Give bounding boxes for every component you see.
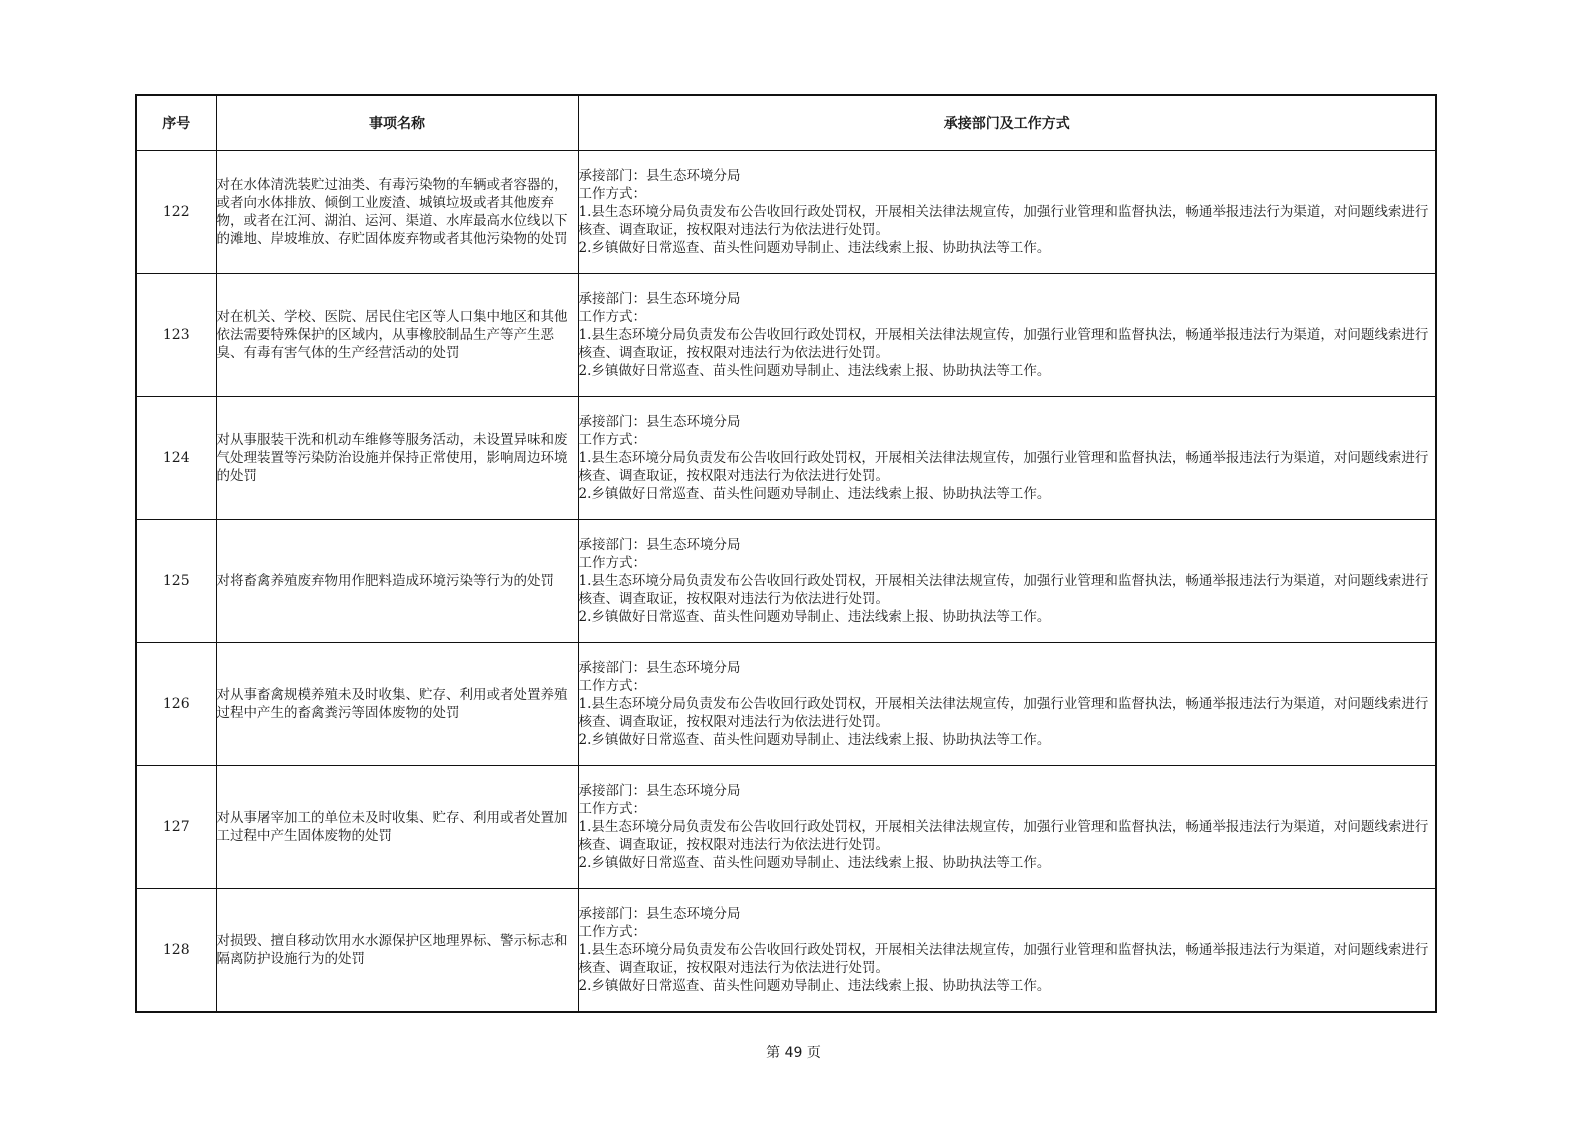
table-row (136, 766, 1436, 889)
row-number: 124 (136, 397, 216, 520)
item-name: 对将畜禽养殖废弃物用作肥料造成环境污染等行为的处罚 (216, 520, 578, 643)
items-table (135, 94, 1437, 1013)
method-label: 工作方式： (578, 432, 646, 448)
method-step-2: 2.乡镇做好日常巡查、苗头性问题劝导制止、违法线索上报、协助执法等工作。 (578, 363, 1051, 379)
method-step-1: 1.县生态环境分局负责发布公告收回行政处罚权，开展相关法律法规宣传，加强行业管理和监督执法，畅通举报违法行为渠道，对问题线索进行核查、调查取证，按权限对违法行为依法进行处罚。 (578, 573, 1429, 607)
department-line: 承接部门：县生态环境分局 (578, 291, 741, 307)
table-row (136, 151, 1436, 274)
header-row (136, 95, 1436, 151)
table-row (136, 643, 1436, 766)
method-label: 工作方式： (578, 678, 646, 694)
department-method (578, 520, 1436, 643)
department-method (578, 151, 1436, 274)
department-line: 承接部门：县生态环境分局 (578, 783, 741, 799)
department-line: 承接部门：县生态环境分局 (578, 537, 741, 553)
header-number: 序号 (136, 95, 216, 151)
method-label: 工作方式： (578, 924, 646, 940)
table-row (136, 397, 1436, 520)
item-name: 对从事屠宰加工的单位未及时收集、贮存、利用或者处置加工过程中产生固体废物的处罚 (216, 766, 578, 889)
item-name: 对从事服装干洗和机动车维修等服务活动，未设置异味和废气处理装置等污染防治设施并保持正常使用，影响周边环境的处罚 (216, 397, 578, 520)
department-method (578, 643, 1436, 766)
method-step-1: 1.县生态环境分局负责发布公告收回行政处罚权，开展相关法律法规宣传，加强行业管理和监督执法，畅通举报违法行为渠道，对问题线索进行核查、调查取证，按权限对违法行为依法进行处罚。 (578, 204, 1429, 238)
department-line: 承接部门：县生态环境分局 (578, 906, 741, 922)
table-row (136, 274, 1436, 397)
item-name: 对从事畜禽规模养殖未及时收集、贮存、利用或者处置养殖过程中产生的畜禽粪污等固体废物的处罚 (216, 643, 578, 766)
method-label: 工作方式： (578, 309, 646, 325)
row-number: 128 (136, 889, 216, 1013)
method-label: 工作方式： (578, 555, 646, 571)
department-line: 承接部门：县生态环境分局 (578, 414, 741, 430)
row-number: 122 (136, 151, 216, 274)
method-step-2: 2.乡镇做好日常巡查、苗头性问题劝导制止、违法线索上报、协助执法等工作。 (578, 732, 1051, 748)
row-number: 127 (136, 766, 216, 889)
page-number: 第 49 页 (766, 1045, 821, 1061)
method-label: 工作方式： (578, 801, 646, 817)
header-item-name: 事项名称 (216, 95, 578, 151)
method-label: 工作方式： (578, 186, 646, 202)
department-line: 承接部门：县生态环境分局 (578, 168, 741, 184)
department-method (578, 889, 1436, 1013)
row-number: 126 (136, 643, 216, 766)
method-step-2: 2.乡镇做好日常巡查、苗头性问题劝导制止、违法线索上报、协助执法等工作。 (578, 855, 1051, 871)
item-name: 对在水体清洗装贮过油类、有毒污染物的车辆或者容器的，或者向水体排放、倾倒工业废渣、城镇垃圾或者其他废弃物，或者在江河、湖泊、运河、渠道、水库最高水位线以下的滩地、岸坡堆放、存贮固体废弃物或者其他污染物的处罚 (216, 151, 578, 274)
method-step-2: 2.乡镇做好日常巡查、苗头性问题劝导制止、违法线索上报、协助执法等工作。 (578, 609, 1051, 625)
item-name: 对在机关、学校、医院、居民住宅区等人口集中地区和其他依法需要特殊保护的区域内，从事橡胶制品生产等产生恶臭、有毒有害气体的生产经营活动的处罚 (216, 274, 578, 397)
header-department-method: 承接部门及工作方式 (578, 95, 1436, 151)
method-step-1: 1.县生态环境分局负责发布公告收回行政处罚权，开展相关法律法规宣传，加强行业管理和监督执法，畅通举报违法行为渠道，对问题线索进行核查、调查取证，按权限对违法行为依法进行处罚。 (578, 819, 1429, 853)
item-name: 对损毁、擅自移动饮用水水源保护区地理界标、警示标志和隔离防护设施行为的处罚 (216, 889, 578, 1013)
method-step-1: 1.县生态环境分局负责发布公告收回行政处罚权，开展相关法律法规宣传，加强行业管理和监督执法，畅通举报违法行为渠道，对问题线索进行核查、调查取证，按权限对违法行为依法进行处罚。 (578, 327, 1429, 361)
method-step-1: 1.县生态环境分局负责发布公告收回行政处罚权，开展相关法律法规宣传，加强行业管理和监督执法，畅通举报违法行为渠道，对问题线索进行核查、调查取证，按权限对违法行为依法进行处罚。 (578, 450, 1429, 484)
table-row (136, 889, 1436, 1013)
method-step-2: 2.乡镇做好日常巡查、苗头性问题劝导制止、违法线索上报、协助执法等工作。 (578, 240, 1051, 256)
table-row (136, 520, 1436, 643)
method-step-1: 1.县生态环境分局负责发布公告收回行政处罚权，开展相关法律法规宣传，加强行业管理和监督执法，畅通举报违法行为渠道，对问题线索进行核查、调查取证，按权限对违法行为依法进行处罚。 (578, 942, 1429, 976)
method-step-2: 2.乡镇做好日常巡查、苗头性问题劝导制止、违法线索上报、协助执法等工作。 (578, 486, 1051, 502)
department-method (578, 766, 1436, 889)
row-number: 125 (136, 520, 216, 643)
method-step-2: 2.乡镇做好日常巡查、苗头性问题劝导制止、违法线索上报、协助执法等工作。 (578, 978, 1051, 994)
row-number: 123 (136, 274, 216, 397)
department-method (578, 397, 1436, 520)
method-step-1: 1.县生态环境分局负责发布公告收回行政处罚权，开展相关法律法规宣传，加强行业管理和监督执法，畅通举报违法行为渠道，对问题线索进行核查、调查取证，按权限对违法行为依法进行处罚。 (578, 696, 1429, 730)
department-method (578, 274, 1436, 397)
department-line: 承接部门：县生态环境分局 (578, 660, 741, 676)
